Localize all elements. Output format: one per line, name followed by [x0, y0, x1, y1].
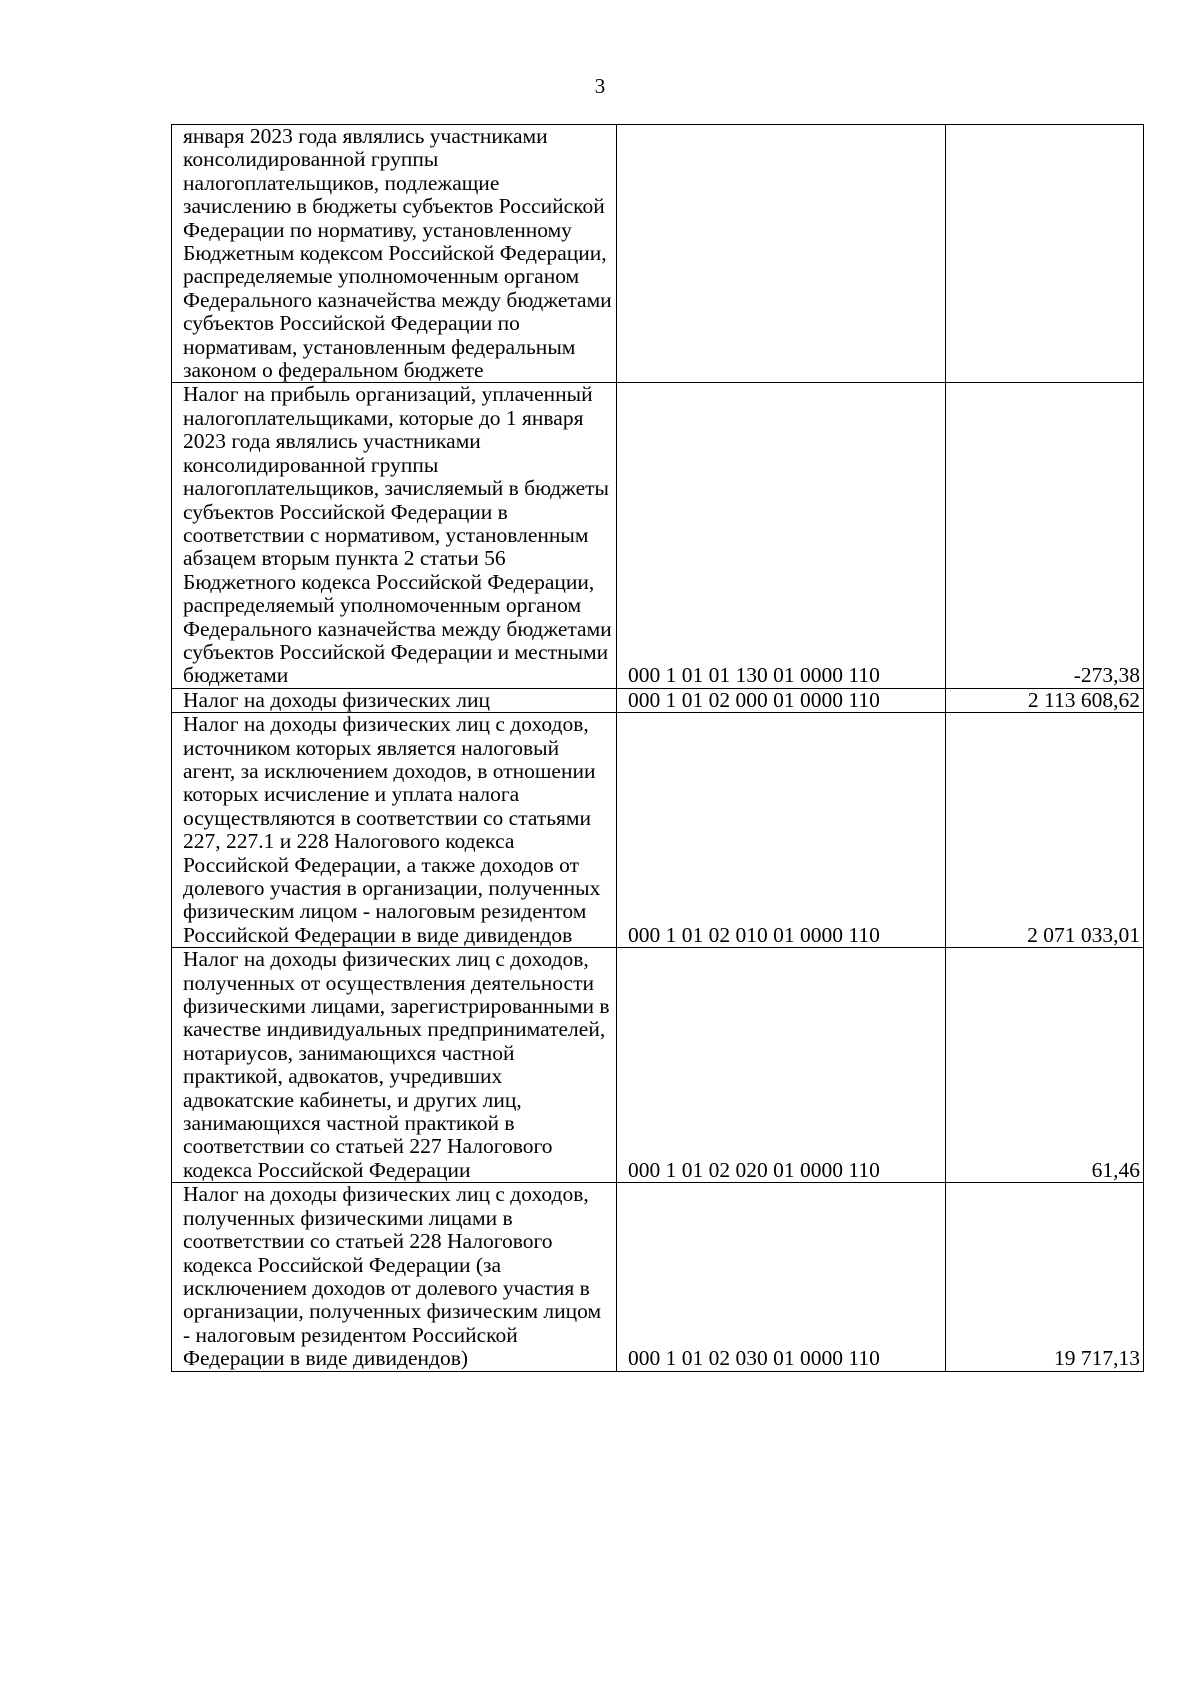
row-name: Налог на доходы физических лиц с доходов, полученных от осуществления деятельности физическими лицами, зарегистрированными в качестве индивидуальных предпринимателей, нотариусов, занимающихся частной практикой, адвокатов, учредивших адвокатские кабинеты, и других лиц, занимающихся частной практикой в соответствии со статьей 227 Налогового кодекса Российской Федерации — [183, 947, 610, 1182]
table-row — [172, 948, 1144, 1183]
row-name: января 2023 года являлись участниками консолидированной группы налогоплательщиков, подлежащие зачислению в бюджеты субъектов Российской Федерации по нормативу, установленному Бюджетным кодексом Российской Федерации, распределяемые уполномоченным органом Федерального казначейства между бюджетами субъектов Российской Федерации по нормативам, установленным федеральным законом о федеральном бюджете — [183, 124, 612, 383]
row-name-cell — [172, 713, 617, 948]
row-code-cell: 000 1 01 02 030 01 0000 110 — [617, 1183, 946, 1371]
row-name-cell — [172, 948, 617, 1183]
row-code-cell: 000 1 01 02 000 01 0000 110 — [617, 688, 946, 712]
row-amount-cell: 2 113 608,62 — [946, 688, 1144, 712]
revenue-table — [171, 124, 1144, 1372]
row-name-cell — [172, 125, 617, 383]
row-amount-cell: 2 071 033,01 — [946, 713, 1144, 948]
row-amount-cell — [946, 125, 1144, 383]
row-amount-cell: -273,38 — [946, 383, 1144, 688]
row-code-cell: 000 1 01 02 020 01 0000 110 — [617, 948, 946, 1183]
row-name: Налог на прибыль организаций, уплаченный налогоплательщиками, которые до 1 января 2023 года являлись участниками консолидированной группы налогоплательщиков, зачисляемый в бюджеты субъектов Российской Федерации в соответствии с нормативом, установленным абзацем вторым пункта 2 статьи 56 Бюджетного кодекса Российской Федерации, распределяемый уполномоченным органом Федерального казначейства между бюджетами субъектов Российской Федерации и местными бюджетами — [183, 382, 612, 688]
row-code-cell: 000 1 01 01 130 01 0000 110 — [617, 383, 946, 688]
table-row — [172, 125, 1144, 383]
row-name: Налог на доходы физических лиц с доходов, полученных физическими лицами в соответствии со статьей 228 Налогового кодекса Российской Федерации (за исключением доходов от долевого участия в организации, полученных физическим лицом - налоговым резидентом Российской Федерации в виде дивидендов) — [183, 1182, 602, 1371]
row-name: Налог на доходы физических лиц — [183, 687, 491, 712]
row-name-cell — [172, 383, 617, 688]
row-name-cell — [172, 1183, 617, 1371]
page-number: 3 — [594, 74, 606, 98]
row-amount-cell: 61,46 — [946, 948, 1144, 1183]
row-amount-cell: 19 717,13 — [946, 1183, 1144, 1371]
table-row — [172, 713, 1144, 948]
table-row — [172, 688, 1144, 712]
row-name: Налог на доходы физических лиц с доходов, источником которых является налоговый агент, за исключением доходов, в отношении которых исчисление и уплата налога осуществляются в соответствии со статьями 227, 227.1 и 228 Налогового кодекса Российской Федерации, а также доходов от долевого участия в организации, полученных физическим лицом - налоговым резидентом Российской Федерации в виде дивидендов — [183, 712, 601, 947]
row-code-cell: 000 1 01 02 010 01 0000 110 — [617, 713, 946, 948]
table-row — [172, 1183, 1144, 1371]
row-name-cell — [172, 688, 617, 712]
row-code-cell — [617, 125, 946, 383]
table-row — [172, 383, 1144, 688]
